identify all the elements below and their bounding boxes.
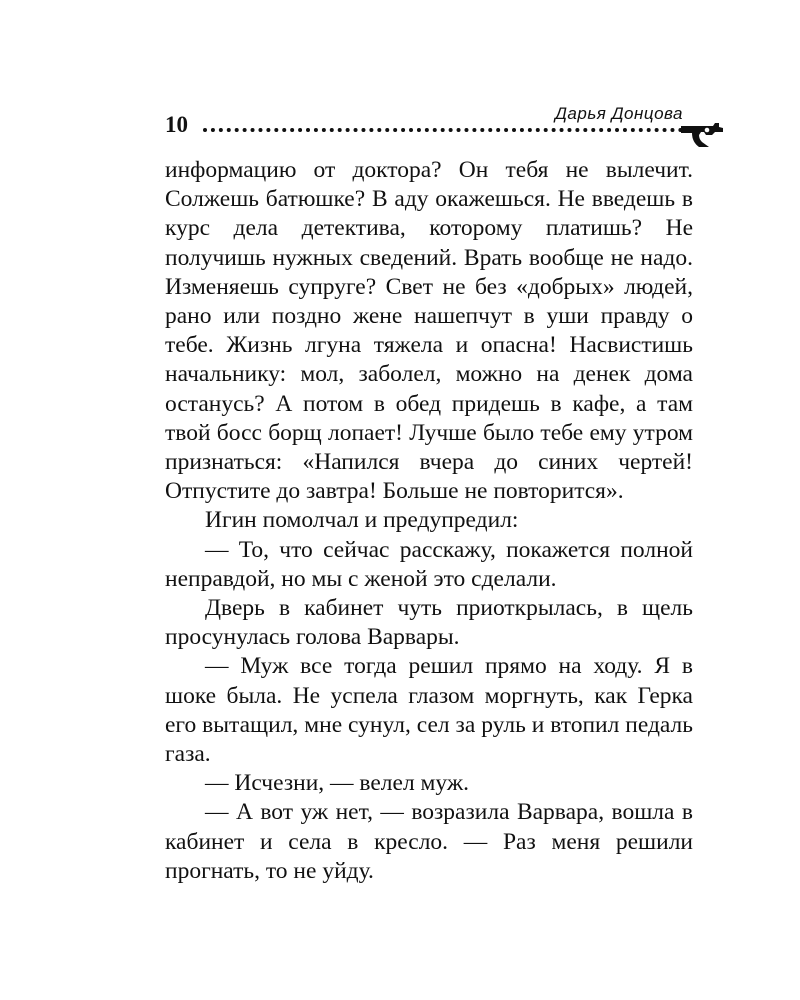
paragraph-dialogue: — Исчезни, — велел муж. (205, 770, 469, 797)
paragraph-dialogue: — То, что сейчас расскажу, покажется полной неправдой, но мы с женой это сделали. (165, 536, 693, 592)
paragraph-continuation: информацию от доктора? Он тебя не вылечит. Солжешь батюшке? В аду окажешься. Не введешь в курс дела детектива, которому платишь? Не получишь нужных сведений. Врать вообще не надо. Изменяешь супруге? Свет не без «добрых» людей, рано или поздно жене нашепчут в уши правду о тебе. Жизнь лгуна тяжела и опасна! Насвистишь начальнику: мол, заболел, можно на денек дома останусь? А потом в обед придешь в кафе, а там твой босс борщ лопает! Лучше было тебе ему утром признаться: «Напился вчера до синих чертей! Отпустите до завтра! Больше не повторится». (165, 157, 693, 505)
dotted-rule (203, 128, 683, 132)
revolver-icon (679, 118, 725, 148)
paragraph: Игин помолчал и предупредил: (205, 507, 519, 534)
book-text (165, 156, 693, 886)
running-header (165, 104, 725, 148)
paragraph-dialogue: — Муж все тогда решил прямо на ходу. Я в шоке была. Не успела глазом моргнуть, как Герка его вытащил, мне сунул, сел за руль и втопил педаль газа. (165, 653, 693, 768)
page-number: 10 (165, 112, 188, 137)
author-name: Дарья Донцова (554, 104, 683, 123)
paragraph-dialogue: — А вот уж нет, — возразила Варвара, вошла в кабинет и села в кресло. — Раз меня решили прогнать, то не уйду. (165, 799, 693, 884)
paragraph: Дверь в кабинет чуть приоткрылась, в щель просунулась голова Варвары. (165, 595, 693, 651)
